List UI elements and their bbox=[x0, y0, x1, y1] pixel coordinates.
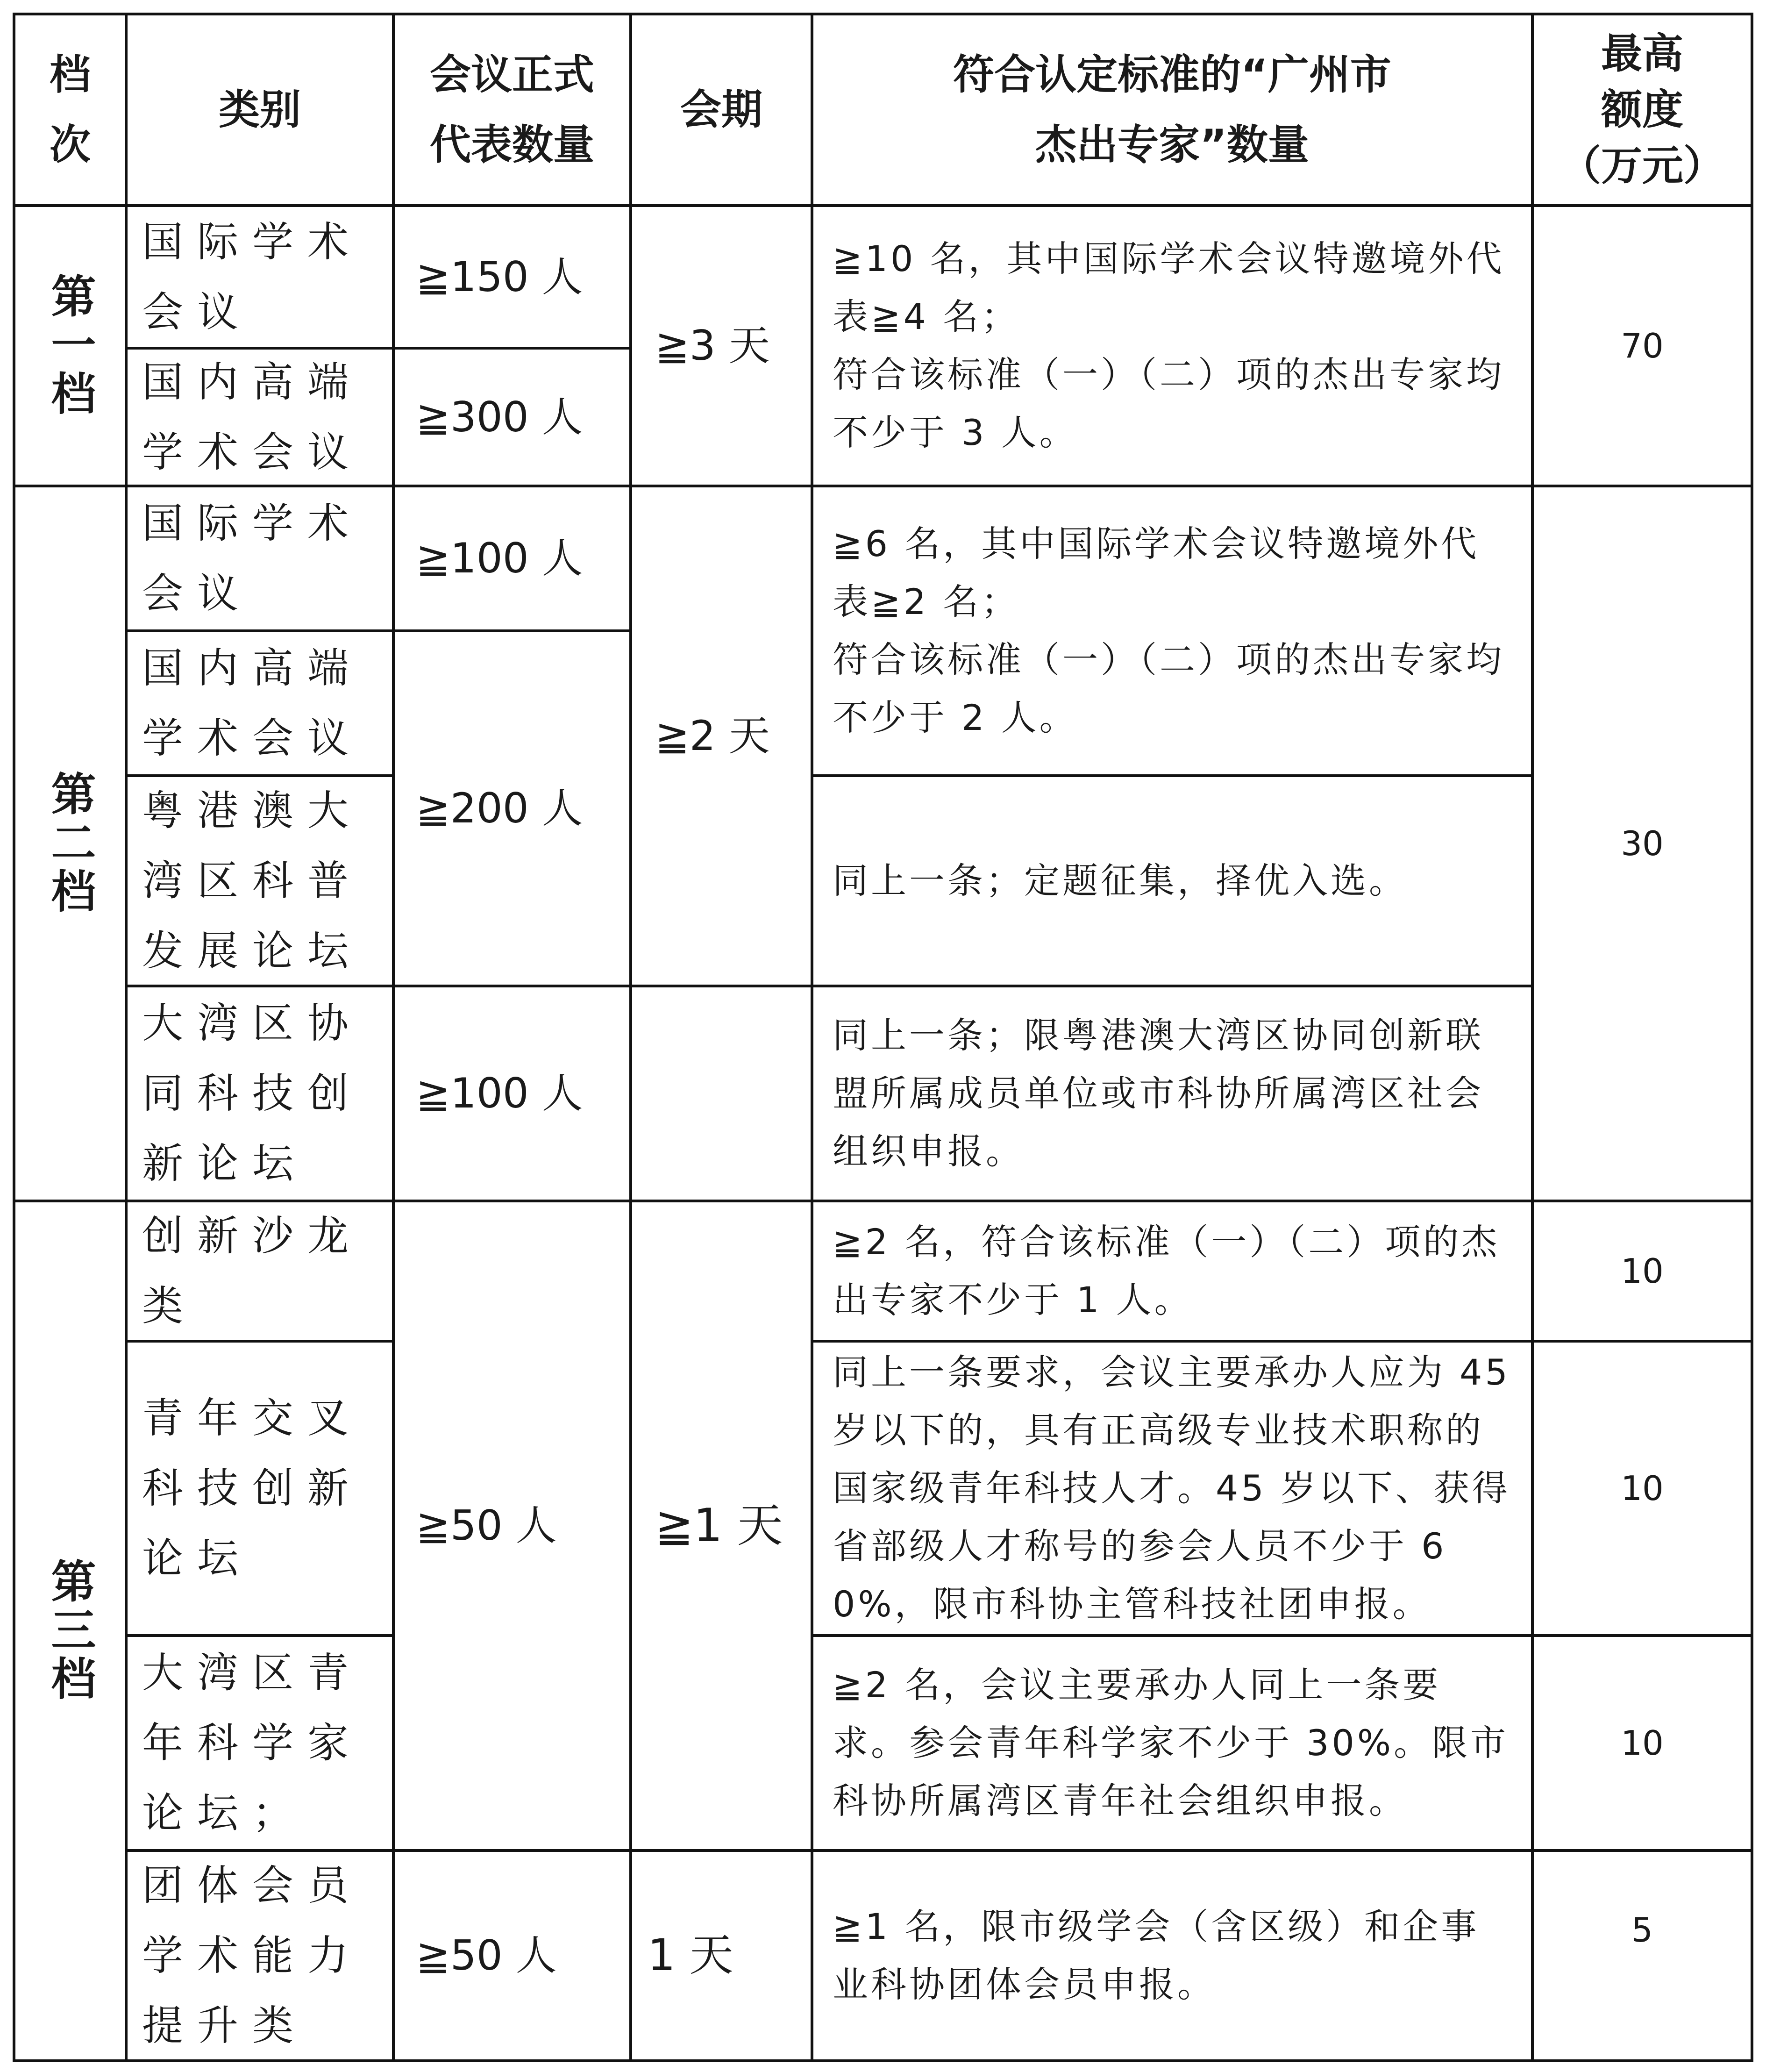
amount-cell: 70 bbox=[1621, 326, 1664, 365]
delegates-cell: ≧300 人 bbox=[416, 393, 583, 441]
tier-two: 第二档 bbox=[44, 771, 96, 916]
row-divider bbox=[13, 485, 1753, 487]
table-border bbox=[1751, 13, 1753, 2062]
duration-cell-empty bbox=[631, 986, 812, 1201]
row-divider bbox=[125, 629, 632, 632]
delegates-cell: ≧200 人 bbox=[416, 784, 583, 832]
amount-cell: 10 bbox=[1621, 1251, 1664, 1291]
table-border bbox=[13, 13, 1753, 15]
header-category: 类别 bbox=[218, 86, 301, 134]
row-divider bbox=[811, 1634, 1753, 1637]
criteria-cell: ≧6 名，其中国际学术会议特邀境外代表≧2 名； 符合该标准（一）（二）项的杰出专家均不少于 2 人。 bbox=[833, 523, 1504, 738]
criteria-cell: 同上一条；定题征集，择优入选。 bbox=[833, 860, 1407, 901]
delegates-cell: ≧150 人 bbox=[416, 252, 583, 301]
row-divider bbox=[811, 774, 1534, 777]
criteria-cell: ≧2 名，会议主要承办人同上一条要求。参会青年科学家不少于 30%。限市科协所属湾区青年社会组织申报。 bbox=[833, 1664, 1509, 1822]
header-amount: 最高 额度 （万元） bbox=[1559, 29, 1724, 190]
row-divider bbox=[811, 1340, 1753, 1343]
category-cell: 国际学术会议 bbox=[142, 499, 363, 617]
header-experts: 符合认定标准的“广州市 杰出专家”数量 bbox=[953, 50, 1391, 169]
row-divider bbox=[125, 985, 1534, 987]
category-cell: 大湾区协同科技创新论坛 bbox=[142, 999, 363, 1187]
delegates-cell: ≧50 人 bbox=[416, 1931, 557, 1979]
amount-cell: 10 bbox=[1621, 1469, 1664, 1508]
duration-cell: ≧1 天 bbox=[655, 1499, 783, 1552]
row-divider bbox=[13, 1200, 1753, 1202]
column-divider bbox=[392, 13, 395, 2062]
delegates-cell: ≧100 人 bbox=[416, 534, 583, 582]
row-divider bbox=[125, 347, 632, 350]
header-tier: 档 次 bbox=[49, 50, 91, 169]
amount-cell: 5 bbox=[1631, 1910, 1653, 1950]
table-border bbox=[13, 2059, 1753, 2062]
duration-cell: ≧2 天 bbox=[655, 712, 770, 760]
column-divider bbox=[1531, 13, 1534, 2062]
category-cell: 粤港澳大湾区科普发展论坛 bbox=[142, 786, 363, 975]
row-divider bbox=[125, 1634, 395, 1637]
row-divider bbox=[125, 1340, 395, 1343]
header-duration: 会期 bbox=[680, 86, 762, 134]
criteria-cell: 同上一条要求，会议主要承办人应为 45 岁以下的，具有正高级专业技术职称的国家级青年科技人才。45 岁以下、获得省部级人才称号的参会人员不少于 60%，限市科协主管科技社团申报。 bbox=[833, 1351, 1510, 1625]
criteria-cell: 同上一条；限粤港澳大湾区协同创新联盟所属成员单位或市科协所属湾区社会组织申报。 bbox=[833, 1015, 1484, 1172]
amount-cell: 30 bbox=[1621, 824, 1664, 863]
column-divider bbox=[125, 13, 128, 2062]
category-cell: 创新沙龙类 bbox=[142, 1212, 363, 1330]
category-cell: 青年交叉科技创新论坛 bbox=[142, 1394, 363, 1582]
column-divider bbox=[629, 13, 632, 2062]
row-divider bbox=[125, 1849, 1753, 1852]
criteria-cell: ≧1 名，限市级学会（含区级）和企事业科协团体会员申报。 bbox=[833, 1906, 1480, 2005]
duration-cell: 1 天 bbox=[648, 1930, 733, 1981]
tier-three: 第三档 bbox=[44, 1558, 96, 1704]
row-divider bbox=[125, 774, 395, 777]
delegates-cell: ≧100 人 bbox=[416, 1069, 583, 1117]
category-cell: 国内高端学术会议 bbox=[142, 644, 363, 762]
criteria-cell: ≧10 名，其中国际学术会议特邀境外代表≧4 名； 符合该标准（一）（二）项的杰出专家均不少于 3 人。 bbox=[833, 238, 1505, 453]
category-cell: 大湾区青年科学家论坛； bbox=[142, 1649, 363, 1837]
category-cell: 团体会员学术能力提升类 bbox=[142, 1861, 363, 2050]
tier-one: 第一档 bbox=[44, 273, 96, 419]
table-border bbox=[13, 13, 15, 2062]
duration-cell: ≧3 天 bbox=[655, 322, 770, 370]
amount-cell: 10 bbox=[1621, 1723, 1664, 1763]
delegates-cell: ≧50 人 bbox=[416, 1501, 557, 1550]
header-delegates: 会议正式 代表数量 bbox=[429, 50, 594, 169]
category-cell: 国际学术会议 bbox=[142, 217, 363, 336]
criteria-cell: ≧2 名，符合该标准（一）（二）项的杰出专家不少于 1 人。 bbox=[833, 1221, 1500, 1321]
row-divider bbox=[13, 204, 1753, 207]
category-cell: 国内高端学术会议 bbox=[142, 357, 363, 476]
column-divider bbox=[811, 13, 813, 2062]
